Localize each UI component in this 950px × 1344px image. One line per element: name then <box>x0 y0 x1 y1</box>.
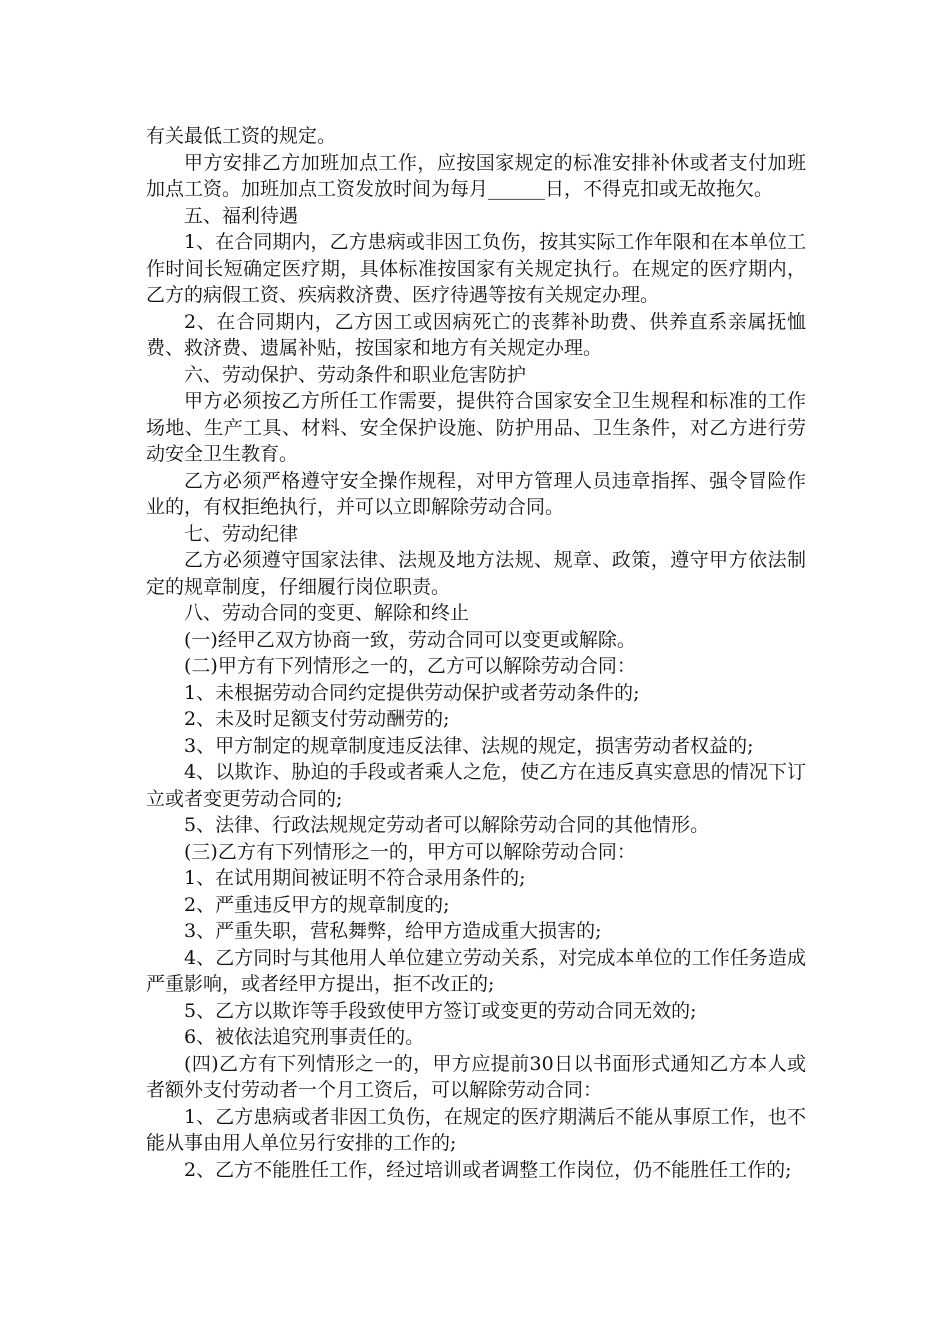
list-item: 2、未及时足额支付劳动酬劳的; <box>184 708 450 730</box>
list-item: 6、被依法追究刑事责任的。 <box>184 1026 425 1048</box>
paragraph: 甲方必须按乙方所任工作需要，提供符合国家安全卫生规程和标准的工作场地、生产工具、材料、安全保护设施、防护用品、卫生条件，对乙方进行劳动安全卫生教育。 <box>146 390 806 465</box>
list-item: 5、法律、行政法规规定劳动者可以解除劳动合同的其他情形。 <box>184 814 710 836</box>
paragraph: (二)甲方有下列情形之一的，乙方可以解除劳动合同： <box>184 655 636 677</box>
list-item: 3、甲方制定的规章制度违反法律、法规的规定，损害劳动者权益的; <box>184 734 754 757</box>
paragraph: (一)经甲乙双方协商一致，劳动合同可以变更或解除。 <box>184 628 636 651</box>
paragraph: 乙方必须严格遵守安全操作规程，对甲方管理人员违章指挥、强令冒险作业的，有权拒绝执行，并可以立即解除劳动合同。 <box>146 469 806 518</box>
document-body <box>146 123 806 1183</box>
list-item: 1、乙方患病或者非因工负伤，在规定的医疗期满后不能从事原工作，也不能从事由用人单位另行安排的工作的; <box>146 1105 806 1154</box>
list-item: 3、严重失职，营私舞弊，给甲方造成重大损害的; <box>184 920 602 942</box>
paragraph: 乙方必须遵守国家法律、法规及地方法规、规章、政策，遵守甲方依法制定的规章制度，仔细履行岗位职责。 <box>146 549 806 598</box>
list-item: 4、乙方同时与其他用人单位建立劳动关系，对完成本单位的工作任务造成严重影响，或者经甲方提出，拒不改正的; <box>146 946 806 995</box>
section-heading: 六、劳动保护、劳动条件和职业危害防护 <box>184 363 527 386</box>
paragraph: (三)乙方有下列情形之一的，甲方可以解除劳动合同： <box>184 840 636 863</box>
list-item: 1、在试用期间被证明不符合录用条件的; <box>184 867 526 889</box>
paragraph: 2、在合同期内，乙方因工或因病死亡的丧葬补助费、供养直系亲属抚恤费、救济费、遗属补贴，按国家和地方有关规定办理。 <box>146 310 806 359</box>
list-item: 1、未根据劳动合同约定提供劳动保护或者劳动条件的; <box>184 681 640 704</box>
list-item: 5、乙方以欺诈等手段致使甲方签订或变更的劳动合同无效的; <box>184 999 697 1022</box>
section-heading: 七、劳动纪律 <box>184 522 299 545</box>
section-heading: 八、劳动合同的变更、解除和终止 <box>184 602 470 624</box>
paragraph: 有关最低工资的规定。 <box>146 125 337 147</box>
paragraph: 甲方安排乙方加班加点工作，应按国家规定的标准安排补休或者支付加班加点工资。加班加点工资发放时间为每月______日，不得克扣或无故拖欠。 <box>146 151 806 200</box>
list-item: 4、以欺诈、胁迫的手段或者乘人之危，使乙方在违反真实意思的情况下订立或者变更劳动合同的; <box>146 761 806 810</box>
paragraph: (四)乙方有下列情形之一的，甲方应提前30日以书面形式通知乙方本人或者额外支付劳动者一个月工资后，可以解除劳动合同： <box>146 1052 806 1101</box>
section-heading: 五、福利待遇 <box>184 204 299 227</box>
list-item: 2、乙方不能胜任工作，经过培训或者调整工作岗位，仍不能胜任工作的; <box>184 1158 792 1181</box>
paragraph: 1、在合同期内，乙方患病或非因工负伤，按其实际工作年限和在本单位工作时间长短确定医疗期，具体标准按国家有关规定执行。在规定的医疗期内，乙方的病假工资、疾病救济费、医疗待遇等按有关规定办理。 <box>146 231 806 306</box>
list-item: 2、严重违反甲方的规章制度的; <box>184 893 450 916</box>
